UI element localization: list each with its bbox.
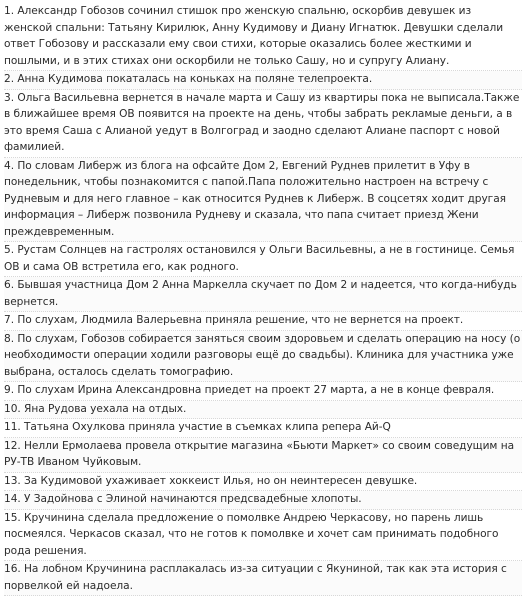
news-item-8: 8. По слухам, Гобозов собирается заняться своим здоровьем и сделать операцию на носу (о необходимости операции ходили разговоры ещё до свадьбы). Клиника для участника уже выбрана, осталось сделать томографию. <box>4 331 522 383</box>
news-item-13: 13. За Кудимовой ухаживает хоккеист Илья, но он неинтересен девушке. <box>4 473 522 492</box>
news-item-16: 16. На лобном Кручинина расплакалась из-за ситуации с Якуниной, так как эта история с порвелкой ей надоела. <box>4 561 522 596</box>
news-item-11: 11. Татьяна Охулкова приняла участие в съемках клипа репера Ай-Q <box>4 419 522 438</box>
news-item-10: 10. Яна Рудова уехала на отдых. <box>4 401 522 420</box>
news-item-9: 9. По слухам Ирина Александровна приедет на проект 27 марта, а не в конце февраля. <box>4 382 522 401</box>
news-item-5: 5. Рустам Солнцев на гастролях остановился у Ольги Васильевны, а не в гостинице. Семья ОВ и сама ОВ встретила его, как родного. <box>4 242 522 277</box>
news-item-3: 3. Ольга Васильевна вернется в начале марта и Сашу из квартиры пока не выписала.Также в ближайшее время ОВ появится на проекте на день, чтобы забрать рекламые деньги, а в это время Саша с Алианой уедут в Волгоград и заодно сделают Алиане паспорт с новой фамилией. <box>4 90 522 158</box>
news-item-1: 1. Александр Гобозов сочинил стишок про женскую спальню, оскорбив девушек из женской спальни: Татьяну Кирилюк, Анну Кудимову и Диану Игнатюк. Девушки сделали ответ Гобозову и рассказали ему свои стихи, которые оказались более жесткими и пошлыми, и в этих стихах они оскорбили не только Сашу, но и супругу Алиану. <box>4 3 522 71</box>
news-item-2: 2. Анна Кудимова покаталась на коньках на поляне телепроекта. <box>4 71 522 90</box>
news-item-6: 6. Бывшая участница Дом 2 Анна Маркелла скучает по Дом 2 и надеется, что когда-нибудь вернется. <box>4 277 522 312</box>
news-item-14: 14. У Задойнова с Элиной начинаются предсвадебные хлопоты. <box>4 491 522 510</box>
news-item-7: 7. По слухам, Людмила Валерьевна приняла решение, что не вернется на проект. <box>4 312 522 331</box>
news-item-15: 15. Кручинина сделала предложение о помолвке Андрею Черкасову, но парень лишь посмеялся. Черкасов сказал, что не готов к помолвке и хочет сам принимать подобного рода решения. <box>4 510 522 562</box>
news-list <box>4 3 522 596</box>
news-item-4: 4. По словам Либерж из блога на офсайте Дом 2, Евгений Руднев прилетит в Уфу в понедельник, чтобы познакомится с папой.Папа положительно настроен на встречу с Рудневым и для него главное – как относится Руднев к Либерж. В соцсетях ходит другая информация – Либерж позвонила Рудневу и сказала, что папа считает приезд Жени преждевременным. <box>4 158 522 243</box>
news-item-12: 12. Нелли Ермолаева провела открытие магазина «Бьюти Маркет» со своим соведущим на РУ-ТВ Иваном Чуйковым. <box>4 438 522 473</box>
